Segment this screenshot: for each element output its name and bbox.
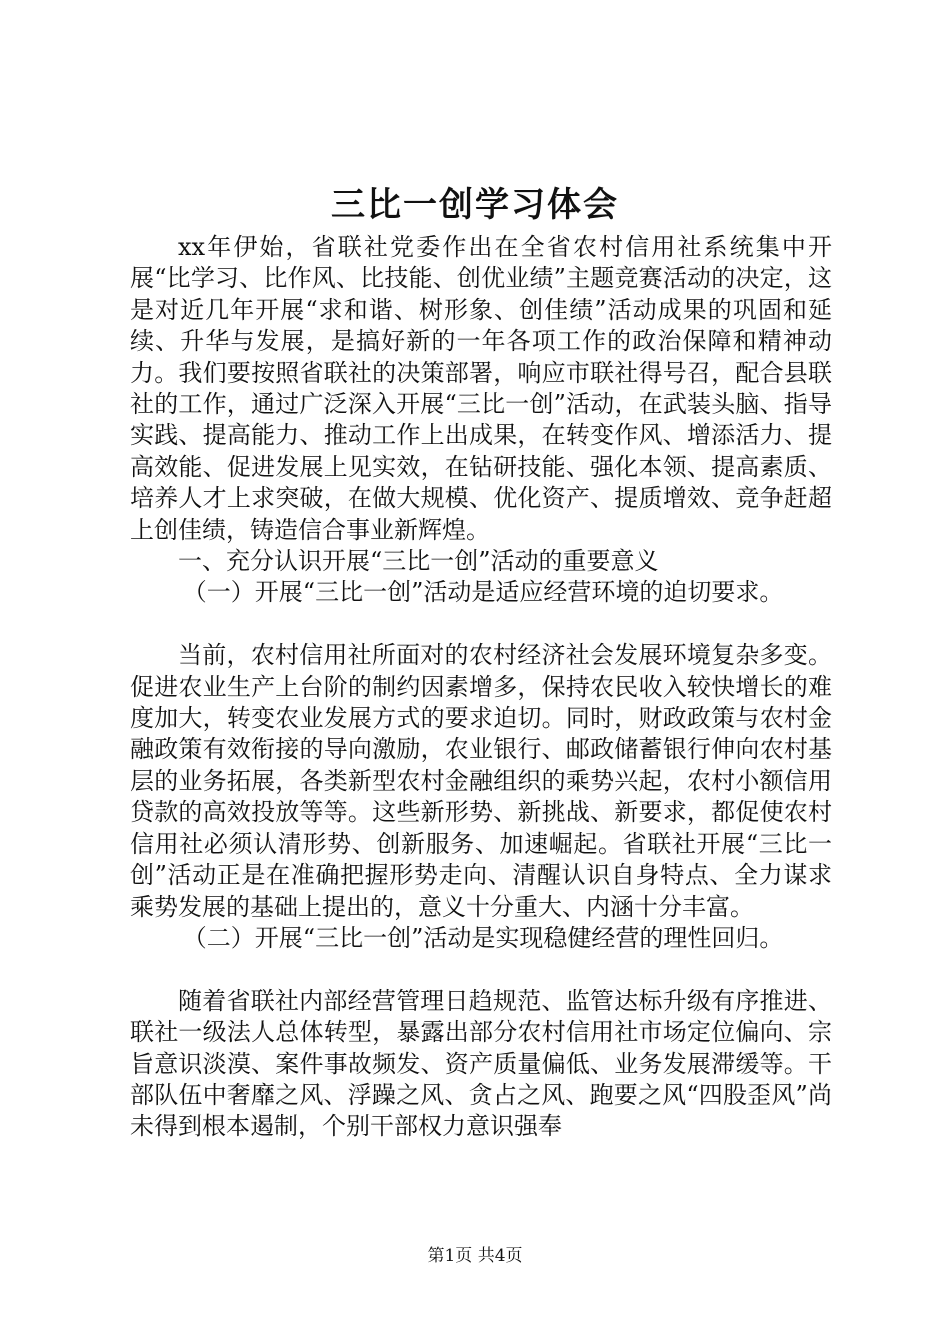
document-title: 三比一创学习体会 xyxy=(331,185,619,225)
subsection-heading-2: （二）开展“三比一创”活动是实现稳健经营的理性回归。 xyxy=(182,923,784,952)
section-heading-1: 一、充分认识开展“三比一创”活动的重要意义 xyxy=(178,547,659,576)
blank-line xyxy=(130,954,832,985)
document-body xyxy=(130,232,832,1143)
subsection-heading-1: （一）开展“三比一创”活动是适应经营环境的迫切要求。 xyxy=(182,578,784,607)
blank-line xyxy=(130,609,832,640)
page-footer: 第1页 共4页 xyxy=(427,1246,523,1266)
paragraph-intro: xx年伊始，省联社党委作出在全省农村信用社系统集中开展“比学习、比作风、比技能、创优业绩”主题竞赛活动的决定，这是对近几年开展“求和谐、树形象、创佳绩”活动成果的巩固和延续、升华与发展，是搞好新的一年各项工作的政治保障和精神动力。我们要按照省联社的决策部署，响应市联社得号召，配合县联社的工作，通过广泛深入开展“三比一创”活动，在武装头脑、指导实践、提高能力、推动工作上出成果，在转变作风、增添活力、提高效能、促进发展上见实效，在钻研技能、强化本领、提高素质、培养人才上求突破，在做大规模、优化资产、提质增效、竞争赶超上创佳绩，铸造信合事业新辉煌。 xyxy=(130,233,832,544)
paragraph-management: 随着省联社内部经营管理日趋规范、监管达标升级有序推进、联社一级法人总体转型，暴露出部分农村信用社市场定位偏向、宗旨意识淡漠、案件事故频发、资产质量偏低、业务发展滞缓等。干部队伍中奢靡之风、浮躁之风、贪占之风、跑要之风“四股歪风”尚未得到根本遏制，个别干部权力意识强奉 xyxy=(130,986,832,1141)
paragraph-environment: 当前，农村信用社所面对的农村经济社会发展环境复杂多变。促进农业生产上台阶的制约因素增多，保持农民收入较快增长的难度加大，转变农业发展方式的要求迫切。同时，财政政策与农村金融政策有效衔接的导向激励，农业银行、邮政储蓄银行伸向农村基层的业务拓展，各类新型农村金融组织的乘势兴起，农村小额信用贷款的高效投放等等。这些新形势、新挑战、新要求，都促使农村信用社必须认清形势、创新服务、加速崛起。省联社开展“三比一创”活动正是在准确把握形势走向、清醒认识自身特点、全力谋求乘势发展的基础上提出的，意义十分重大、内涵十分丰富。 xyxy=(130,641,832,921)
